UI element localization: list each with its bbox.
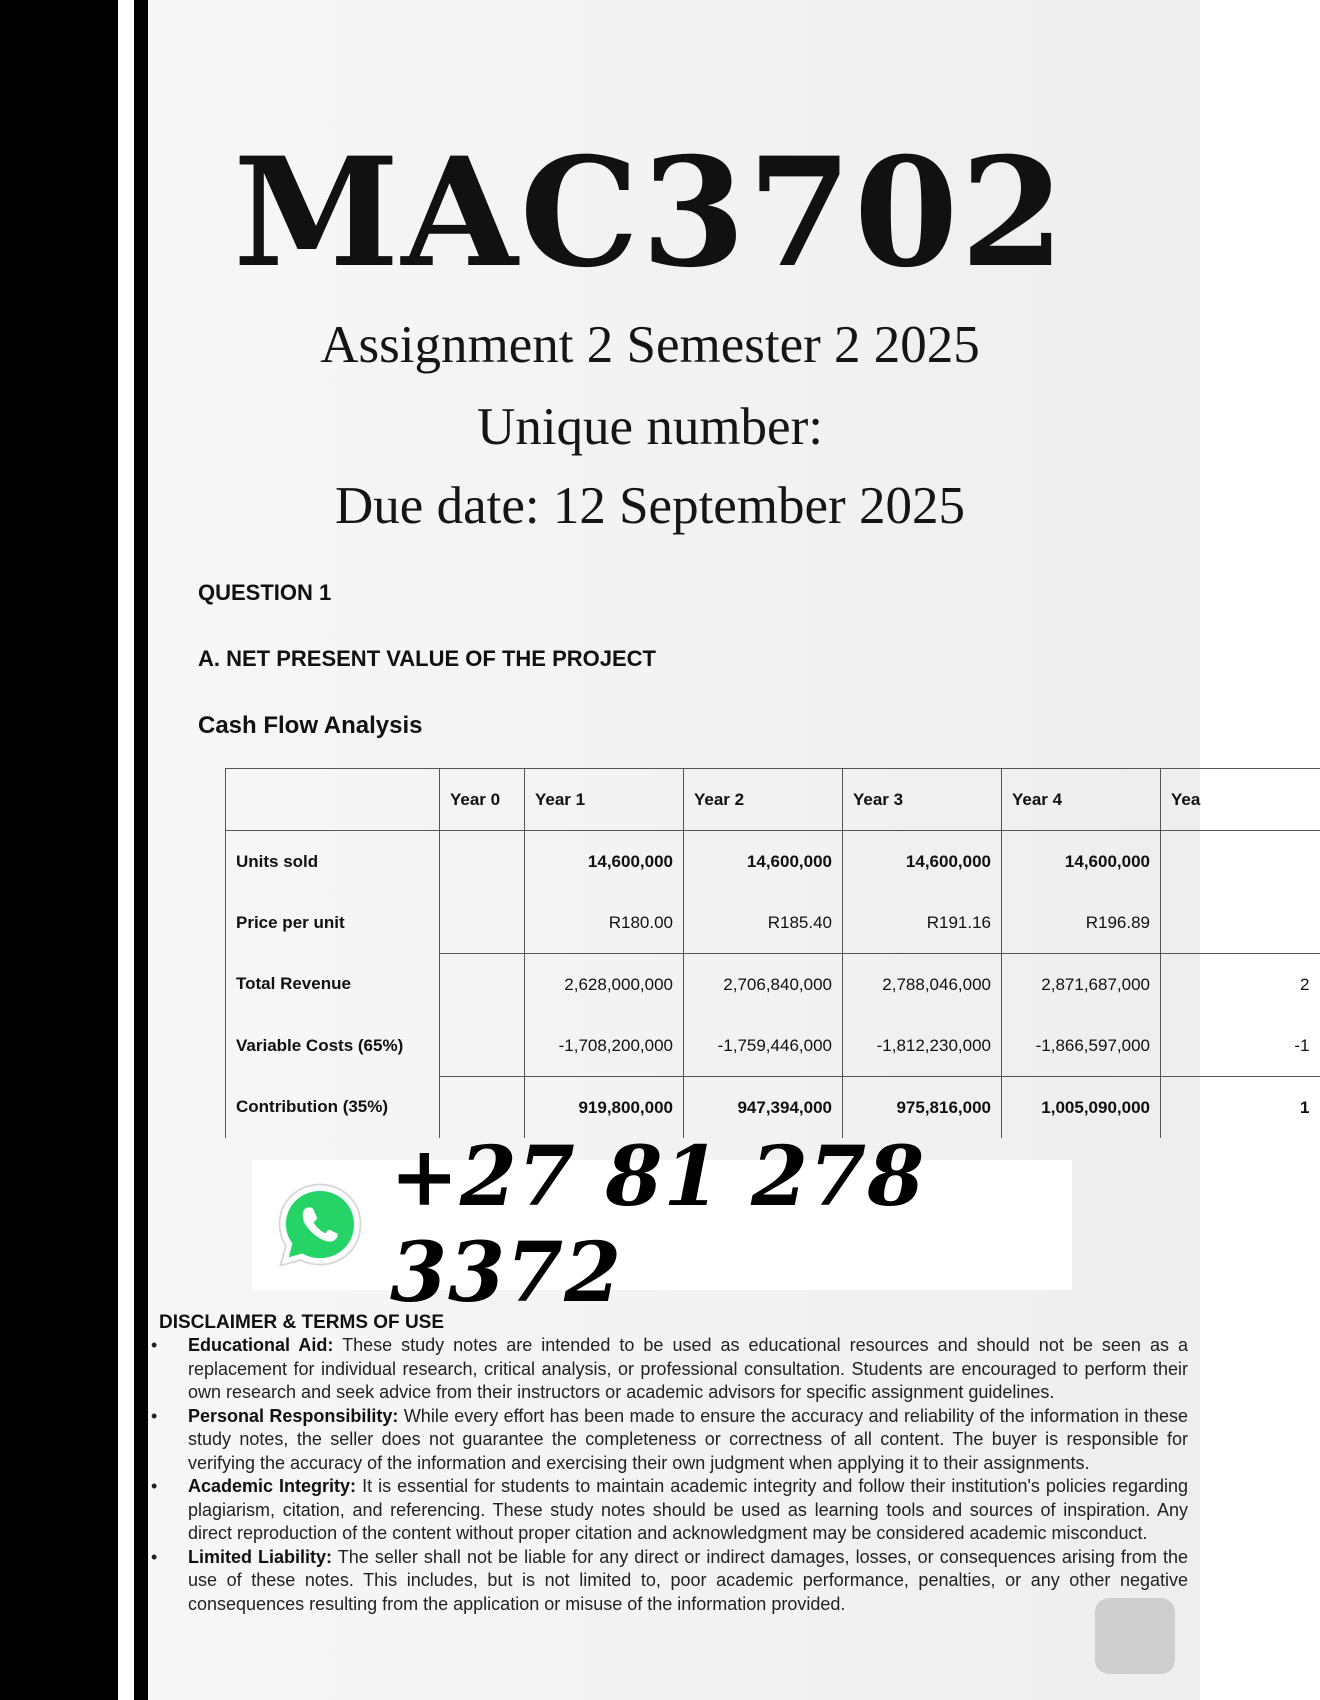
table-cell: 14,600,000: [525, 831, 684, 893]
disclaimer-term: Educational Aid:: [188, 1335, 334, 1355]
table-cell: 1: [1161, 1077, 1320, 1139]
whatsapp-icon: [274, 1179, 366, 1271]
table-cell: [440, 954, 525, 1016]
disclaimer-text: It is essential for students to maintain academic integrity and follow their institution's policies regarding plagiarism, citation, and referencing. These study notes should be used as learning tools and sources of inspiration. Any direct reproduction of the content without proper citation and acknowledgment may be considered academic misconduct.: [188, 1476, 1188, 1543]
table-cell: 2,871,687,000: [1002, 954, 1161, 1016]
table-cell: 2,788,046,000: [843, 954, 1002, 1016]
course-code-title: MAC3702: [233, 125, 1067, 301]
unique-number-label: Unique number:: [477, 398, 823, 456]
question-part-heading: A. NET PRESENT VALUE OF THE PROJECT: [198, 646, 656, 671]
table-cell: [1161, 892, 1320, 954]
table-cell: [1161, 831, 1320, 893]
table-row: [226, 892, 1320, 954]
table-cell: 975,816,000: [843, 1077, 1002, 1139]
table-cell: R191.16: [843, 892, 1002, 954]
table-cell: 2,628,000,000: [525, 954, 684, 1016]
row-label: Units sold: [226, 831, 440, 893]
bullet-glyph: •: [151, 1405, 158, 1426]
list-item: [148, 1334, 1188, 1405]
list-item: [148, 1546, 1188, 1617]
section-heading: Cash Flow Analysis: [198, 712, 423, 739]
phone-number: +27 81 278 3372: [390, 1129, 926, 1321]
table-row: [226, 954, 1320, 1016]
table-cell: -1,759,446,000: [684, 1015, 843, 1077]
disclaimer-title: DISCLAIMER & TERMS OF USE: [159, 1312, 445, 1333]
cash-flow-table: [225, 768, 1320, 1138]
table-cell: 14,600,000: [843, 831, 1002, 893]
header-cell: Year 2: [684, 769, 843, 831]
header-cell: Yea: [1161, 769, 1320, 831]
disclaimer-list: [148, 1334, 1188, 1616]
header-cell: Year 4: [1002, 769, 1161, 831]
row-label: Total Revenue: [226, 954, 440, 1016]
header-cell: Year 1: [525, 769, 684, 831]
disclaimer-term: Limited Liability:: [188, 1546, 333, 1567]
cash-flow-table-container: [225, 768, 1310, 1140]
bullet-glyph: •: [151, 1335, 158, 1355]
table-cell: R185.40: [684, 892, 843, 954]
table-cell: [440, 831, 525, 893]
assignment-subtitle: Assignment 2 Semester 2 2025: [320, 316, 980, 374]
table-cell: R196.89: [1002, 892, 1161, 954]
table-header-row: [226, 769, 1320, 831]
list-item: [148, 1405, 1188, 1476]
table-cell: -1,812,230,000: [843, 1015, 1002, 1077]
list-item: [148, 1475, 1188, 1546]
row-label: Variable Costs (65%): [226, 1015, 440, 1077]
header-cell: Year 0: [440, 769, 525, 831]
header-cell: Year 3: [843, 769, 1002, 831]
header-cell: [226, 769, 440, 831]
disclaimer-term: Academic Integrity:: [188, 1476, 357, 1496]
disclaimer-term: Personal Responsibility:: [188, 1405, 399, 1426]
table-cell: 947,394,000: [684, 1077, 843, 1139]
bullet-glyph: •: [151, 1546, 158, 1567]
table-cell: 14,600,000: [684, 831, 843, 893]
row-label: Contribution (35%): [226, 1077, 440, 1139]
table-cell: [440, 1015, 525, 1077]
disclaimer-text: The seller shall not be liable for any direct or indirect damages, losses, or consequences arising from the use of these notes. This includes, but is not limited to, poor academic performance, penalties, or any other negative consequences resulting from the application or misuse of the information provided.: [188, 1546, 1188, 1614]
left-black-border: [0, 0, 118, 1700]
floating-action-button[interactable]: [1095, 1598, 1175, 1674]
table-cell: 14,600,000: [1002, 831, 1161, 893]
due-date: Due date: 12 September 2025: [335, 477, 965, 535]
question-heading: QUESTION 1: [198, 580, 332, 605]
table-row: [226, 831, 1320, 893]
table-cell: -1: [1161, 1015, 1320, 1077]
bullet-glyph: •: [151, 1476, 158, 1496]
table-row: [226, 1015, 1320, 1077]
contact-banner: [252, 1129, 1072, 1321]
table-cell: 2,706,840,000: [684, 954, 843, 1016]
left-black-line: [134, 0, 148, 1700]
disclaimer-text: These study notes are intended to be used as educational resources and should not be seen as a replacement for individual research, critical analysis, or professional consultation. Students are encouraged to perform their own research and seek advice from their instructors or academic advisors for specific assignment guidelines.: [188, 1335, 1188, 1402]
row-label: Price per unit: [226, 892, 440, 954]
disclaimer-text: While every effort has been made to ensure the accuracy and reliability of the information in these study notes, the seller does not guarantee the completeness or correctness of all content. The buyer is responsible for verifying the accuracy of the information and exercising their own judgment when applying it to their assignments.: [188, 1405, 1188, 1473]
table-cell: [440, 892, 525, 954]
table-cell: -1,866,597,000: [1002, 1015, 1161, 1077]
table-cell: 919,800,000: [525, 1077, 684, 1139]
table-cell: 1,005,090,000: [1002, 1077, 1161, 1139]
table-cell: 2: [1161, 954, 1320, 1016]
table-cell: -1,708,200,000: [525, 1015, 684, 1077]
table-cell: R180.00: [525, 892, 684, 954]
